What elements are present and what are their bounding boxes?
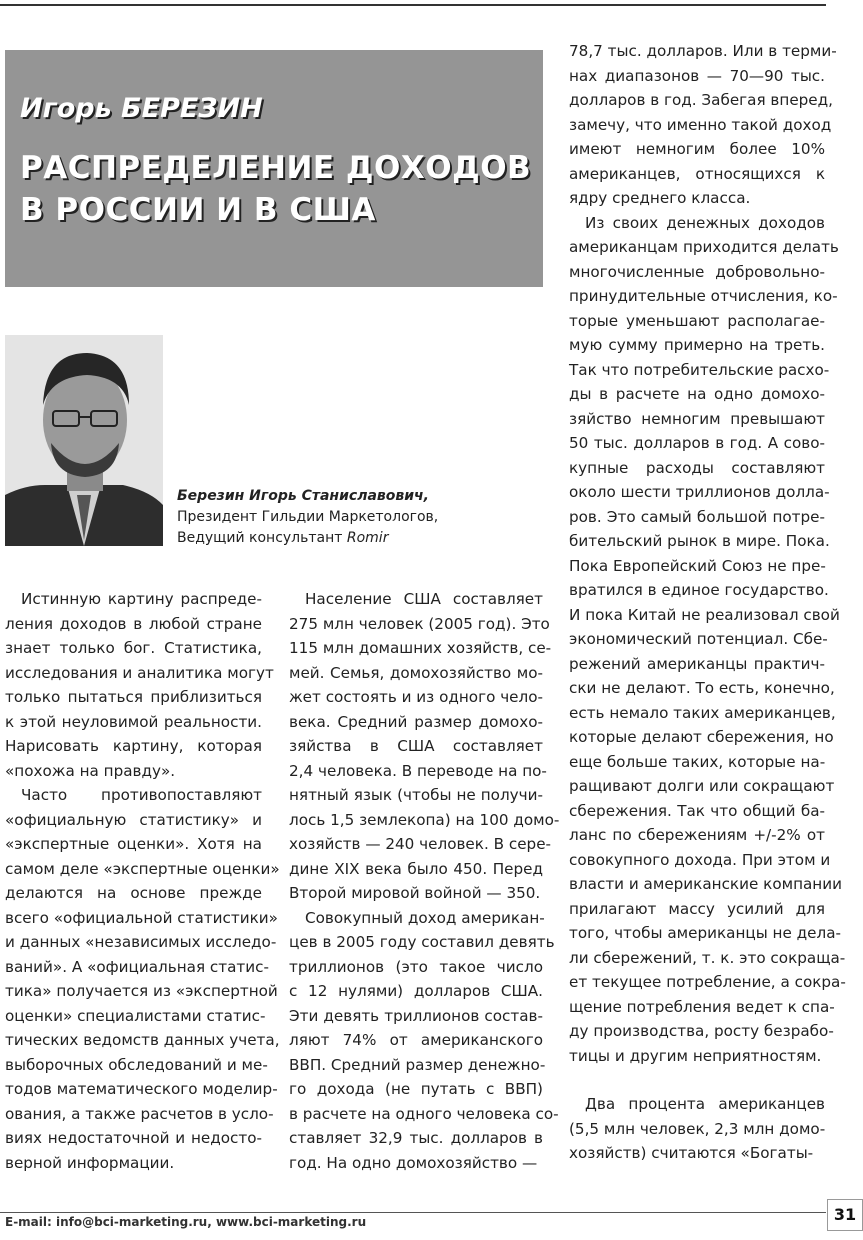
photo-caption: [177, 486, 438, 549]
text-line: к этой неуловимой реальности.: [5, 712, 262, 731]
text-line: ляют 74% от американского: [289, 1031, 543, 1049]
text-line: вратился в единое государство.: [569, 581, 829, 599]
text-line: (5,5 млн человек, 2,3 млн домо-: [569, 1119, 826, 1138]
text-line: оценки» специалистами статис-: [5, 1006, 266, 1025]
text-line: имеют немногим более 10%: [569, 140, 825, 158]
footer-contact: E-mail: info@bci-marketing.ru, www.bci-marketing.ru: [5, 1215, 367, 1229]
text-line: дине XIX века было 450. Перед: [289, 859, 543, 878]
text-line: 275 млн человек (2005 год). Это: [289, 614, 550, 633]
caption-name: Березин Игорь Станиславович,: [177, 488, 429, 504]
text-line: 115 млн домашних хозяйств, се-: [289, 639, 552, 657]
portrait-photo-icon: [5, 335, 163, 546]
text-line: триллионов (это такое число: [289, 957, 543, 976]
text-line: совокупного дохода. При этом и: [569, 850, 831, 869]
text-line: ления доходов в любой стране: [5, 614, 262, 633]
text-line: «официальную статистику» и: [5, 810, 262, 829]
text-line: только пытаться приблизиться: [5, 688, 262, 706]
text-line: 50 тыс. долларов в год. А сово-: [569, 434, 825, 452]
text-line: того, чтобы американцы не дела-: [569, 924, 841, 942]
text-line: ВВП. Средний размер денежно-: [289, 1055, 546, 1074]
text-line: цев в 2005 году составил девять: [289, 933, 555, 951]
author-photo: [5, 335, 163, 546]
text-line: бительский рынок в мире. Пока.: [569, 532, 830, 550]
text-line: Так что потребительские расхо-: [569, 360, 830, 379]
text-line: века. Средний размер домохо-: [289, 712, 543, 731]
text-line: зяйства в США составляет: [289, 737, 543, 755]
text-line: виях недостаточной и недосто-: [5, 1129, 262, 1147]
text-line: лось 1,5 землекопа) на 100 домо-: [289, 810, 560, 829]
text-line: и данных «независимых исследо-: [5, 933, 277, 951]
text-line: верной информации.: [5, 1153, 175, 1172]
text-line: экономический потенциал. Сбе-: [569, 630, 828, 648]
text-line: американцам приходится делать: [569, 238, 839, 256]
text-line: щение потребления ведет к спа-: [569, 997, 835, 1016]
article-title-line-2: В РОССИИ И В США: [20, 192, 376, 228]
text-line: го дохода (не путать с ВВП): [289, 1080, 543, 1098]
text-column-3: [569, 39, 846, 1166]
text-line: делаются на основе прежде: [5, 884, 262, 902]
text-line: ет текущее потребление, а сокра-: [569, 973, 846, 991]
text-line: «экспертные оценки». Хотя на: [5, 835, 262, 853]
text-line: нах диапазонов — 70—90 тыс.: [569, 66, 825, 85]
caption-role-text: Ведущий консультант: [177, 530, 347, 546]
text-line: ли сбережений, т. к. это сокраща-: [569, 948, 846, 967]
text-line: знает только бог. Статистика,: [5, 639, 262, 657]
text-line: 78,7 тыс. долларов. Или в терми-: [569, 42, 837, 60]
text-line: которые делают сбережения, но: [569, 728, 834, 746]
text-line: ду производства, росту безрабо-: [569, 1022, 834, 1040]
text-line: ски не делают. То есть, конечно,: [569, 679, 835, 697]
text-line: тицы и другим неприятностям.: [569, 1046, 822, 1065]
article-title-line-1: РАСПРЕДЕЛЕНИЕ ДОХОДОВ: [20, 150, 532, 186]
text-line: в расчете на одного человека со-: [289, 1104, 559, 1123]
text-line: хозяйств — 240 человек. В сере-: [289, 835, 552, 853]
text-line: Из своих денежных доходов: [585, 213, 825, 232]
text-line: исследования и аналитика могут: [5, 663, 274, 682]
text-line: принудительные отчисления, ко-: [569, 287, 838, 305]
text-line: ращивают долги или сокращают: [569, 777, 835, 795]
bottom-rule: [0, 1212, 826, 1213]
text-line: Совокупный доход американ-: [305, 908, 545, 927]
text-line: режений американцы практич-: [569, 654, 825, 673]
text-line: ования, а также расчетов в усло-: [5, 1104, 274, 1123]
author-name: Игорь БЕРЕЗИН: [20, 93, 263, 124]
text-line: Эти девять триллионов состав-: [289, 1006, 543, 1025]
text-line: Истинную картину распреде-: [21, 590, 262, 608]
text-line: есть немало таких американцев,: [569, 703, 836, 722]
text-line: еще больше таких, которые на-: [569, 752, 826, 771]
text-line: жет состоять и из одного чело-: [289, 688, 543, 706]
text-line: всего «официальной статистики»: [5, 908, 278, 927]
text-line: ядру среднего класса.: [569, 189, 751, 207]
text-column-2: [289, 587, 560, 1175]
text-line: хозяйств) считаются «Богаты-: [569, 1144, 814, 1162]
text-line: прилагают массу усилий для: [569, 899, 825, 918]
text-line: долларов в год. Забегая вперед,: [569, 91, 833, 109]
text-line: зяйство немногим превышают: [569, 409, 825, 428]
text-line: Пока Европейский Союз не пре-: [569, 556, 826, 575]
caption-company: Romir: [346, 530, 389, 546]
text-line: многочисленные добровольно-: [569, 262, 825, 281]
text-line: мую сумму примерно на треть.: [569, 336, 825, 354]
text-line: 2,4 человека. В переводе на по-: [289, 761, 547, 780]
caption-position: Президент Гильдии Маркетологов,: [177, 509, 439, 525]
text-line: около шести триллионов долла-: [569, 483, 830, 501]
text-line: Часто противопоставляют: [21, 786, 262, 804]
text-line: власти и американские компании: [569, 875, 842, 893]
top-rule: [0, 4, 826, 6]
text-line: сбережения. Так что общий ба-: [569, 801, 825, 820]
text-line: тика» получается из «экспертной: [5, 982, 278, 1000]
text-line: мей. Семья, домохозяйство мо-: [289, 663, 543, 682]
text-line: самом деле «экспертные оценки»: [5, 859, 280, 878]
text-line: торые уменьшают располагае-: [569, 311, 825, 330]
text-line: ваний». А «официальная статис-: [5, 957, 269, 976]
text-line: ставляет 32,9 тыс. долларов в: [289, 1129, 543, 1147]
text-line: с 12 нулями) долларов США.: [289, 982, 543, 1000]
text-line: ланс по сбережениям +/-2% от: [569, 826, 825, 844]
text-line: «похожа на правду».: [5, 761, 176, 780]
text-line: И пока Китай не реализовал свой: [569, 605, 840, 624]
article-title: [20, 147, 531, 231]
text-line: выборочных обследований и ме-: [5, 1055, 268, 1074]
text-line: купные расходы составляют: [569, 458, 825, 477]
text-line: нятный язык (чтобы не получи-: [289, 786, 543, 804]
text-line: американцев, относящихся к: [569, 164, 825, 183]
text-line: Второй мировой войной — 350.: [289, 884, 541, 902]
text-line: ров. Это самый большой потре-: [569, 507, 825, 526]
text-line: год. На одно домохозяйство —: [289, 1153, 538, 1172]
caption-role: [177, 528, 438, 549]
text-line: Нарисовать картину, которая: [5, 737, 262, 755]
text-column-1: [5, 587, 280, 1175]
text-line: замечу, что именно такой доход: [569, 115, 832, 134]
text-line: Два процента американцев: [585, 1095, 825, 1113]
text-line: тодов математического моделир-: [5, 1080, 278, 1098]
text-line: ды в расчете на одно домохо-: [569, 385, 825, 403]
text-line: Население США составляет: [305, 590, 543, 608]
text-line: тических ведомств данных учета,: [5, 1031, 280, 1049]
page-number: 31: [827, 1199, 863, 1231]
